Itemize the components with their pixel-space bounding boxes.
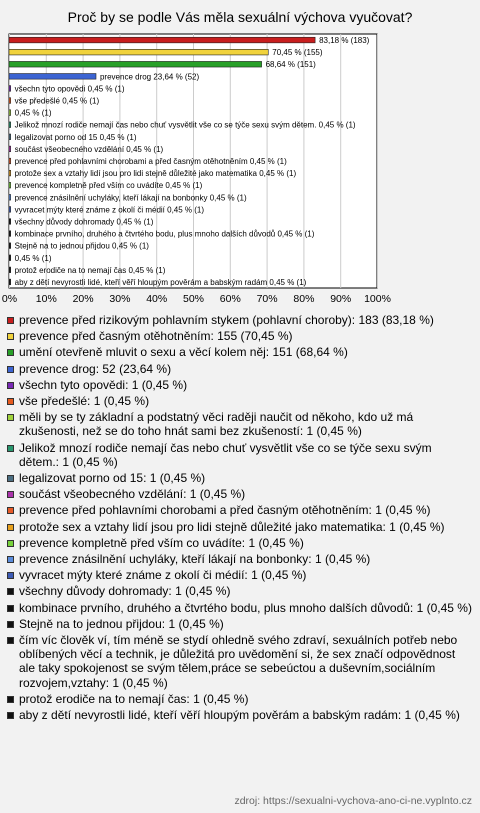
- bar: [9, 231, 11, 237]
- legend-label: všechn tyto opovědi: 1 (0,45 %): [19, 377, 188, 392]
- legend-item: [5, 313, 473, 327]
- chart-title: Proč by se podle Vás měla sexuální výchova vyučovat?: [67, 9, 413, 25]
- x-tick-label: 50%: [182, 293, 205, 305]
- legend-item: [5, 345, 473, 359]
- legend-label: kombinace prvního, druhého a čtvrtého bodu, plus mnoho dalších důvodů: 1 (0,45 %): [19, 600, 472, 615]
- bar-label: legalizovat porno od 15 0,45 % (1): [14, 132, 137, 142]
- legend-item: [5, 503, 473, 517]
- x-tick-label: 0%: [1, 293, 18, 305]
- legend-label: měli by se ty základní a podstatný věci raději naučit od někoho, kdo už má zkušenosti, než se do toho hnát sami bez zkušeností: 1 (0,45 %): [19, 410, 414, 439]
- bar-label: protož erodiče na to nemají čas 0,45 % (1): [14, 265, 166, 275]
- legend-swatch: [7, 588, 14, 595]
- legend-swatch: [7, 349, 14, 356]
- bar: [9, 267, 11, 273]
- bar-label: protože sex a vztahy lidí jsou pro lidi stejně důležité jako matematika 0,45 % (1): [14, 169, 297, 179]
- legend-label: součást všeobecného vzdělání: 1 (0,45 %): [19, 487, 246, 502]
- legend-label: vše předešlé: 1 (0,45 %): [19, 394, 150, 409]
- bar: [9, 194, 11, 200]
- bar-label: Jelikož mnozí rodiče nemají čas nebo chuť vysvětlit vše co se týče sexu svým dětem. 0,45 % (1): [14, 120, 356, 130]
- legend-swatch: [7, 605, 14, 612]
- legend-label: protož erodiče na to nemají čas: 1 (0,45 %): [19, 691, 249, 706]
- legend-label: všechny důvody dohromady: 1 (0,45 %): [19, 584, 231, 599]
- legend-swatch: [7, 507, 14, 514]
- bar: [9, 37, 315, 43]
- legend-label: vyvracet mýty které známe z okolí či médií: 1 (0,45 %): [19, 568, 307, 583]
- legend-swatch: [7, 398, 14, 405]
- bar: [9, 255, 11, 261]
- legend-label: prevence před rizikovým pohlavním stykem (pohlavní choroby): 183 (83,18 %): [19, 313, 434, 327]
- legend-item: [5, 520, 473, 534]
- legend-item: [5, 617, 473, 631]
- bar-label: kombinace prvního, druhého a čtvrtého bodu, plus mnoho dalších důvodů 0,45 % (1): [14, 229, 315, 239]
- legend-label: Jelikož mnozí rodiče nemají čas nebo chuť vysvětlit vše co se týče sexu svým dětem.: 1 (0,45 %): [19, 440, 432, 469]
- x-tick-label: 90%: [330, 293, 352, 305]
- legend-item: [5, 584, 473, 598]
- legend-item: [5, 708, 473, 722]
- legend-item: [5, 441, 473, 469]
- legend-swatch: [7, 445, 14, 452]
- legend-item: [5, 410, 473, 438]
- legend-swatch: [7, 414, 14, 421]
- bar-label: prevence před pohlavními chorobami a před časným otěhotněním 0,45 % (1): [14, 157, 287, 166]
- legend-label: legalizovat porno od 15: 1 (0,45 %): [19, 471, 206, 486]
- legend-item: [5, 568, 473, 582]
- bar: [9, 61, 262, 67]
- bar: [9, 170, 11, 176]
- x-tick-label: 10%: [35, 293, 57, 305]
- legend-swatch: [7, 317, 14, 324]
- bar: [9, 279, 11, 285]
- legend-swatch: [7, 621, 14, 628]
- bar-label: 68,64 % (151): [265, 60, 316, 70]
- bar: [9, 74, 96, 80]
- bar: [9, 243, 11, 249]
- bar-label: vše předešlé 0,45 % (1): [14, 96, 100, 106]
- bar: [9, 122, 11, 128]
- x-tick-label: 30%: [109, 293, 131, 305]
- bar-label: prevence znásilnění uchyláky, kteří lákají na bonbonky 0,45 % (1): [14, 193, 247, 203]
- x-tick-label: 40%: [146, 293, 168, 305]
- legend-item: [5, 471, 473, 485]
- legend-swatch: [7, 333, 14, 340]
- bar-label: součást všeobecného vzdělání 0,45 % (1): [14, 144, 164, 154]
- legend-swatch: [7, 696, 14, 703]
- legend-swatch: [7, 712, 14, 719]
- legend-label: aby z dětí nevyrostli lidé, kteří věří hloupým pověrám a babským radám: 1 (0,45 %): [19, 708, 460, 723]
- legend-label: prevence znásilnění uchyláky, kteří lákají na bonbonky: 1 (0,45 %): [19, 552, 371, 567]
- x-tick-label: 100%: [364, 293, 391, 305]
- bar: [9, 110, 11, 116]
- legend-swatch: [7, 637, 14, 644]
- chart-legend: [5, 313, 473, 724]
- legend-label: umění otevřeně mluvit o sexu a věcí kolem něj: 151 (68,64 %): [19, 345, 348, 360]
- bar: [9, 158, 11, 164]
- legend-item: [5, 329, 473, 343]
- x-tick-label: 80%: [293, 293, 315, 305]
- bar-label: všechn tyto opovědi 0,45 % (1): [14, 84, 125, 94]
- legend-swatch: [7, 524, 14, 531]
- bar-label: 0,45 % (1): [14, 108, 52, 118]
- legend-label: Stejně na to jednou přijdou: 1 (0,45 %): [19, 616, 224, 631]
- bar-label: vyvracet mýty které známe z okolí či médií 0,45 % (1): [14, 205, 205, 215]
- legend-item: [5, 378, 473, 392]
- legend-label: čím víc člověk ví, tím méně se stydí ohledně svého zdraví, sexuálních potřeb nebo oblíbených věcí a technik, je důležitá pro uvědomění si, že sex značí odpovědnost ale taky spokojenost se svým tělem,práce se sebeúctou a duševním,sociálním rozvojem,vztahy: 1 (0,45 %): [19, 633, 458, 690]
- legend-swatch: [7, 540, 14, 547]
- legend-label: prevence před pohlavními chorobami a před časným otěhotněním: 1 (0,45 %): [19, 503, 431, 518]
- legend-item: [5, 394, 473, 408]
- legend-swatch: [7, 491, 14, 498]
- bar-chart: [0, 30, 480, 310]
- legend-swatch: [7, 572, 14, 579]
- bar: [9, 86, 11, 92]
- legend-swatch: [7, 556, 14, 563]
- bar: [9, 146, 11, 152]
- legend-item: [5, 362, 473, 376]
- source-link[interactable]: zdroj: https://sexualni-vychova-ano-ci-ne.vyplnto.cz: [234, 795, 472, 807]
- legend-label: prevence kompletně před vším co uvádíte: 1 (0,45 %): [19, 535, 304, 550]
- bar: [9, 49, 268, 55]
- legend-swatch: [7, 382, 14, 389]
- legend-item: [5, 552, 473, 566]
- bar-label: Stejně na to jednou přijdou 0,45 % (1): [14, 241, 149, 251]
- bar-label: 0,45 % (1): [14, 253, 52, 263]
- legend-swatch: [7, 475, 14, 482]
- bar-label: všechny důvody dohromady 0,45 % (1): [14, 217, 154, 227]
- legend-label: prevence drog: 52 (23,64 %): [19, 361, 172, 376]
- bar: [9, 219, 11, 225]
- bar: [9, 182, 11, 188]
- x-tick-label: 20%: [72, 293, 94, 305]
- bar: [9, 134, 11, 140]
- legend-item: [5, 536, 473, 550]
- bar-label: 83,18 % (183): [319, 36, 370, 46]
- bar-label: aby z dětí nevyrostli lidé, kteří věří hloupým pověrám a babským radám 0,45 % (1): [14, 277, 307, 287]
- legend-item: [5, 487, 473, 501]
- bar: [9, 98, 11, 104]
- bar-label: 70,45 % (155): [272, 48, 323, 58]
- bar-label: prevence kompletně před vším co uvádíte 0,45 % (1): [14, 181, 203, 191]
- x-tick-label: 60%: [219, 293, 241, 305]
- legend-item: [5, 633, 473, 690]
- legend-swatch: [7, 366, 14, 373]
- legend-item: [5, 601, 473, 615]
- legend-label: protože sex a vztahy lidí jsou pro lidi stejně důležité jako matematika: 1 (0,45 %): [19, 519, 445, 534]
- legend-label: prevence před časným otěhotněním: 155 (70,45 %): [19, 329, 293, 344]
- bar-label: prevence drog 23,64 % (52): [99, 72, 200, 82]
- legend-item: [5, 692, 473, 706]
- x-tick-label: 70%: [256, 293, 278, 305]
- bar: [9, 207, 11, 213]
